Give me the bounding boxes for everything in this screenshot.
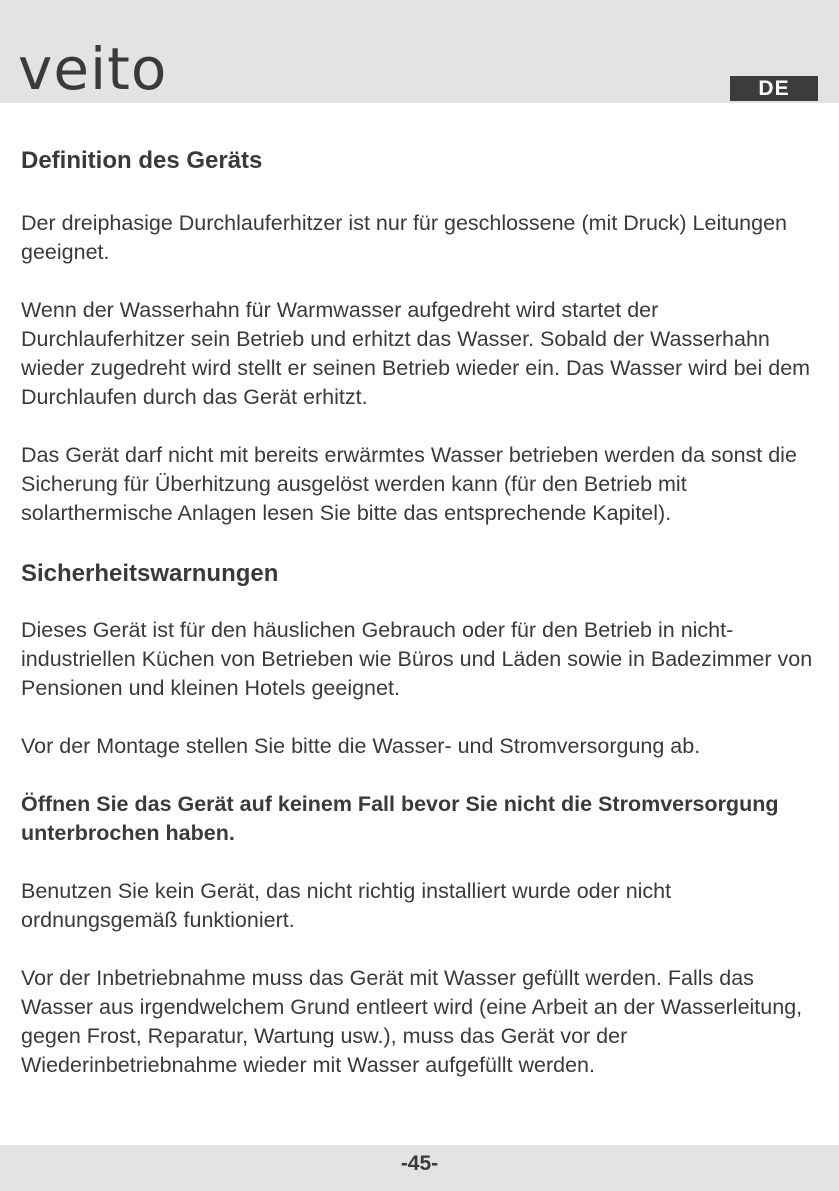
warning-paragraph: Öffnen Sie das Gerät auf keinem Fall bevor Sie nicht die Stromversorgung unterbrochen haben. [21,792,779,845]
section-title-safety: Sicherheitswarnungen [21,560,279,587]
page-content [21,145,826,1080]
paragraph: Vor der Inbetriebnahme muss das Gerät mit Wasser gefüllt werden. Falls das Wasser aus irgendwelchem Grund entleert wird (eine Arbeit an der Wasserleitung, gegen Frost, Reparatur, Wartung usw.), muss das Gerät vor der Wiederinbetriebnahme wieder mit Wasser aufgefüllt werden. [21,966,803,1077]
brand-logo: veito [18,35,168,103]
paragraph: Benutzen Sie kein Gerät, das nicht richtig installiert wurde oder nicht ordnungsgemäß funktioniert. [21,879,672,932]
page-number: -45- [400,1152,439,1175]
page-header [0,0,839,103]
section-title-definition: Definition des Geräts [21,147,263,174]
paragraph: Dieses Gerät ist für den häuslichen Gebrauch oder für den Betrieb in nicht-industriellen Küchen von Betrieben wie Büros und Läden sowie in Badezimmer von Pensionen und kleinen Hotels geeignet. [21,618,813,700]
language-badge: DE [730,76,818,101]
paragraph: Der dreiphasige Durchlauferhitzer ist nur für geschlossene (mit Druck) Leitungen geeignet. [21,211,787,264]
paragraph: Wenn der Wasserhahn für Warmwasser aufgedreht wird startet der Durchlauferhitzer sein Betrieb und erhitzt das Wasser. Sobald der Wasserhahn wieder zugedreht wird stellt er seinen Betrieb wieder ein. Das Wasser wird bei dem Durchlaufen durch das Gerät erhitzt. [21,298,811,409]
paragraph: Vor der Montage stellen Sie bitte die Wasser- und Stromversorgung ab. [21,734,701,758]
paragraph: Das Gerät darf nicht mit bereits erwärmtes Wasser betrieben werden da sonst die Sicherung für Überhitzung ausgelöst werden kann (für den Betrieb mit solarthermische Anlagen lesen Sie bitte das entsprechende Kapitel). [21,443,797,525]
